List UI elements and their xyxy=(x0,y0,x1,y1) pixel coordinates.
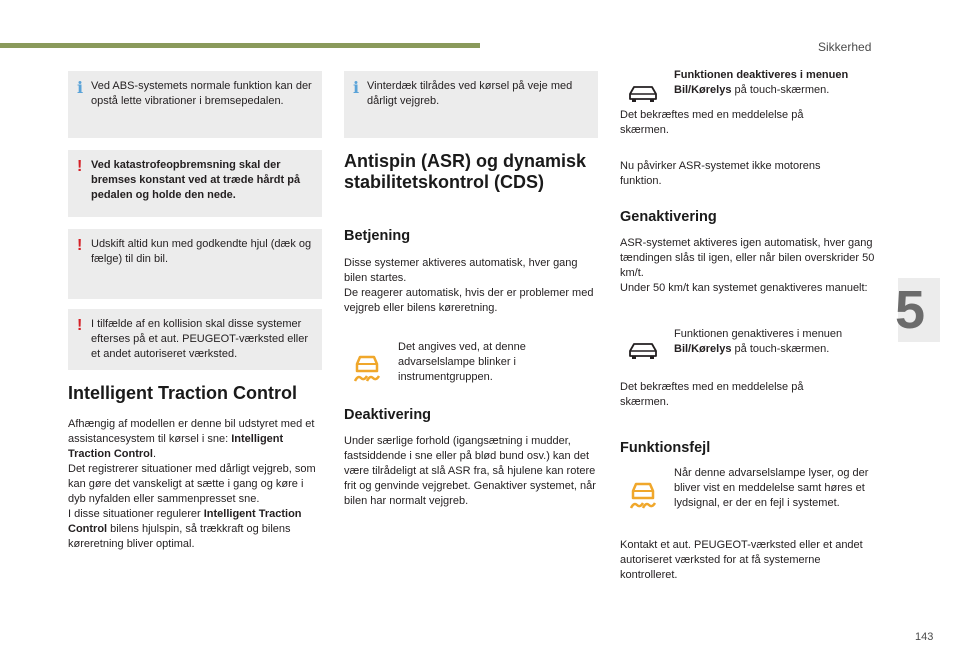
itc-text-2: Det registrerer situationer med dårligt vejgreb, som kan gøre det vanskeligt at sætte i gang og køre i dyb nyfalden eller sammenpresset sne. xyxy=(68,463,316,505)
skid-warning-lamp-icon xyxy=(626,476,660,510)
reactivation-menu-end: på touch-skærmen. xyxy=(731,343,830,355)
warning-note-wheels xyxy=(68,229,322,299)
fault-paragraph: Kontakt et aut. PEUGEOT-værksted eller et andet autoriseret værksted for at få systemerne kontrolleret. xyxy=(620,539,863,581)
section-title: Sikkerhed xyxy=(818,40,872,54)
heading-genaktivering: Genaktivering xyxy=(620,209,717,225)
info-icon: i xyxy=(77,78,84,97)
note-text: Udskift altid kun med godkendte hjul (dæk og fælge) til din bil. xyxy=(91,238,312,265)
genakt-text-2: Under 50 km/t kan systemet genaktiveres manuelt: xyxy=(620,282,868,294)
deaktivering-paragraph: Under særlige forhold (igangsætning i mudder, fastsiddende i sne eller på blød bund osv.) kan det være tilrådeligt at slå ASR fra, så hjulene kan rotere frit og genvinde vejgrebet. Genaktiver systemet, når bilen har normalt vejgreb. xyxy=(344,435,596,507)
betjening-text-1: Disse systemer aktiveres automatisk, hver gang bilen startes. xyxy=(344,257,578,284)
note-text: Vinterdæk tilrådes ved kørsel på veje med dårligt vejgreb. xyxy=(367,80,573,107)
confirm-text-1: Det bekræftes med en meddelelse på skærmen. xyxy=(620,109,804,136)
itc-text-1-end: . xyxy=(152,448,157,460)
genaktivering-paragraph xyxy=(620,236,876,296)
deactivation-menu-text xyxy=(674,68,874,98)
reactivation-menu-start: Funktionen genaktiveres i menuen xyxy=(674,328,843,340)
deactivation-menu-end: på touch-skærmen. xyxy=(731,84,830,96)
fault-lamp-description: Når denne advarselslampe lyser, og der bliver vist en meddelelse samt høres et lydsignal, er der en fejl i systemet. xyxy=(674,467,869,509)
warning-icon: ! xyxy=(77,317,83,334)
betjening-paragraph xyxy=(344,256,600,316)
lamp-description: Det angives ved, at denne advarselslampe blinker i instrumentgruppen. xyxy=(398,341,526,383)
itc-text-1: Afhængig af modellen er denne bil udstyret med et assistancesystem til kørsel i sne: xyxy=(68,418,315,445)
note-text: I tilfælde af en kollision skal disse systemer efterses på et aut. PEUGEOT-værksted eller et andet autoriseret værksted. xyxy=(91,318,309,360)
car-settings-icon xyxy=(627,83,659,103)
info-note-abs xyxy=(68,71,322,138)
reactivation-menu-text xyxy=(674,327,874,357)
note-text: Ved katastrofeopbremsning skal der bremses konstant ved at træde hårdt på pedalen og holde den nede. xyxy=(91,159,301,201)
itc-text-3: I disse situationer regulerer xyxy=(68,508,204,520)
note-text: Ved ABS-systemets normale funktion kan der opstå lette vibrationer i bremsepedalen. xyxy=(91,80,312,107)
header-accent-bar xyxy=(0,43,480,48)
heading-betjening: Betjening xyxy=(344,228,411,244)
info-icon: i xyxy=(353,78,360,97)
info-note-winter-tires xyxy=(344,71,598,138)
car-settings-icon xyxy=(627,340,659,360)
warning-note-collision xyxy=(68,309,322,370)
deactivation-menu-bold: Funktionen deaktiveres i menuen Bil/Kørelys xyxy=(674,69,849,96)
asr-status-text: Nu påvirker ASR-systemet ikke motorens funktion. xyxy=(620,160,821,187)
heading-deaktivering: Deaktivering xyxy=(344,407,432,423)
chapter-number: 5 xyxy=(894,280,926,340)
itc-bold-1: Intelligent Traction Control xyxy=(68,433,284,460)
itc-paragraph xyxy=(68,417,324,552)
heading-asr-cds: Antispin (ASR) og dynamisk stabilitetskontrol (CDS) xyxy=(344,151,587,192)
heading-intelligent-traction-control: Intelligent Traction Control xyxy=(68,383,297,403)
warning-icon: ! xyxy=(77,237,83,254)
page-number: 143 xyxy=(915,631,934,643)
heading-funktionsfejl: Funktionsfejl xyxy=(620,440,711,456)
reactivation-menu-bold: Bil/Kørelys xyxy=(674,343,732,355)
itc-bold-3: Intelligent Traction Control xyxy=(68,508,302,535)
warning-note-braking xyxy=(68,150,322,217)
genakt-text-1: ASR-systemet aktiveres igen automatisk, hver gang tændingen slås til igen, eller når bilen overskrider 50 km/t. xyxy=(620,237,875,279)
skid-warning-lamp-icon xyxy=(350,349,384,383)
confirm-text-2: Det bekræftes med en meddelelse på skærmen. xyxy=(620,381,804,408)
betjening-text-2: De reagerer automatisk, hvis der er problemer med vejgreb eller bilens køreretning. xyxy=(344,287,594,314)
warning-icon: ! xyxy=(77,158,83,175)
itc-text-3-end: bilens hjulspin, så trækkraft og bilens køreretning bliver optimal. xyxy=(68,523,291,550)
